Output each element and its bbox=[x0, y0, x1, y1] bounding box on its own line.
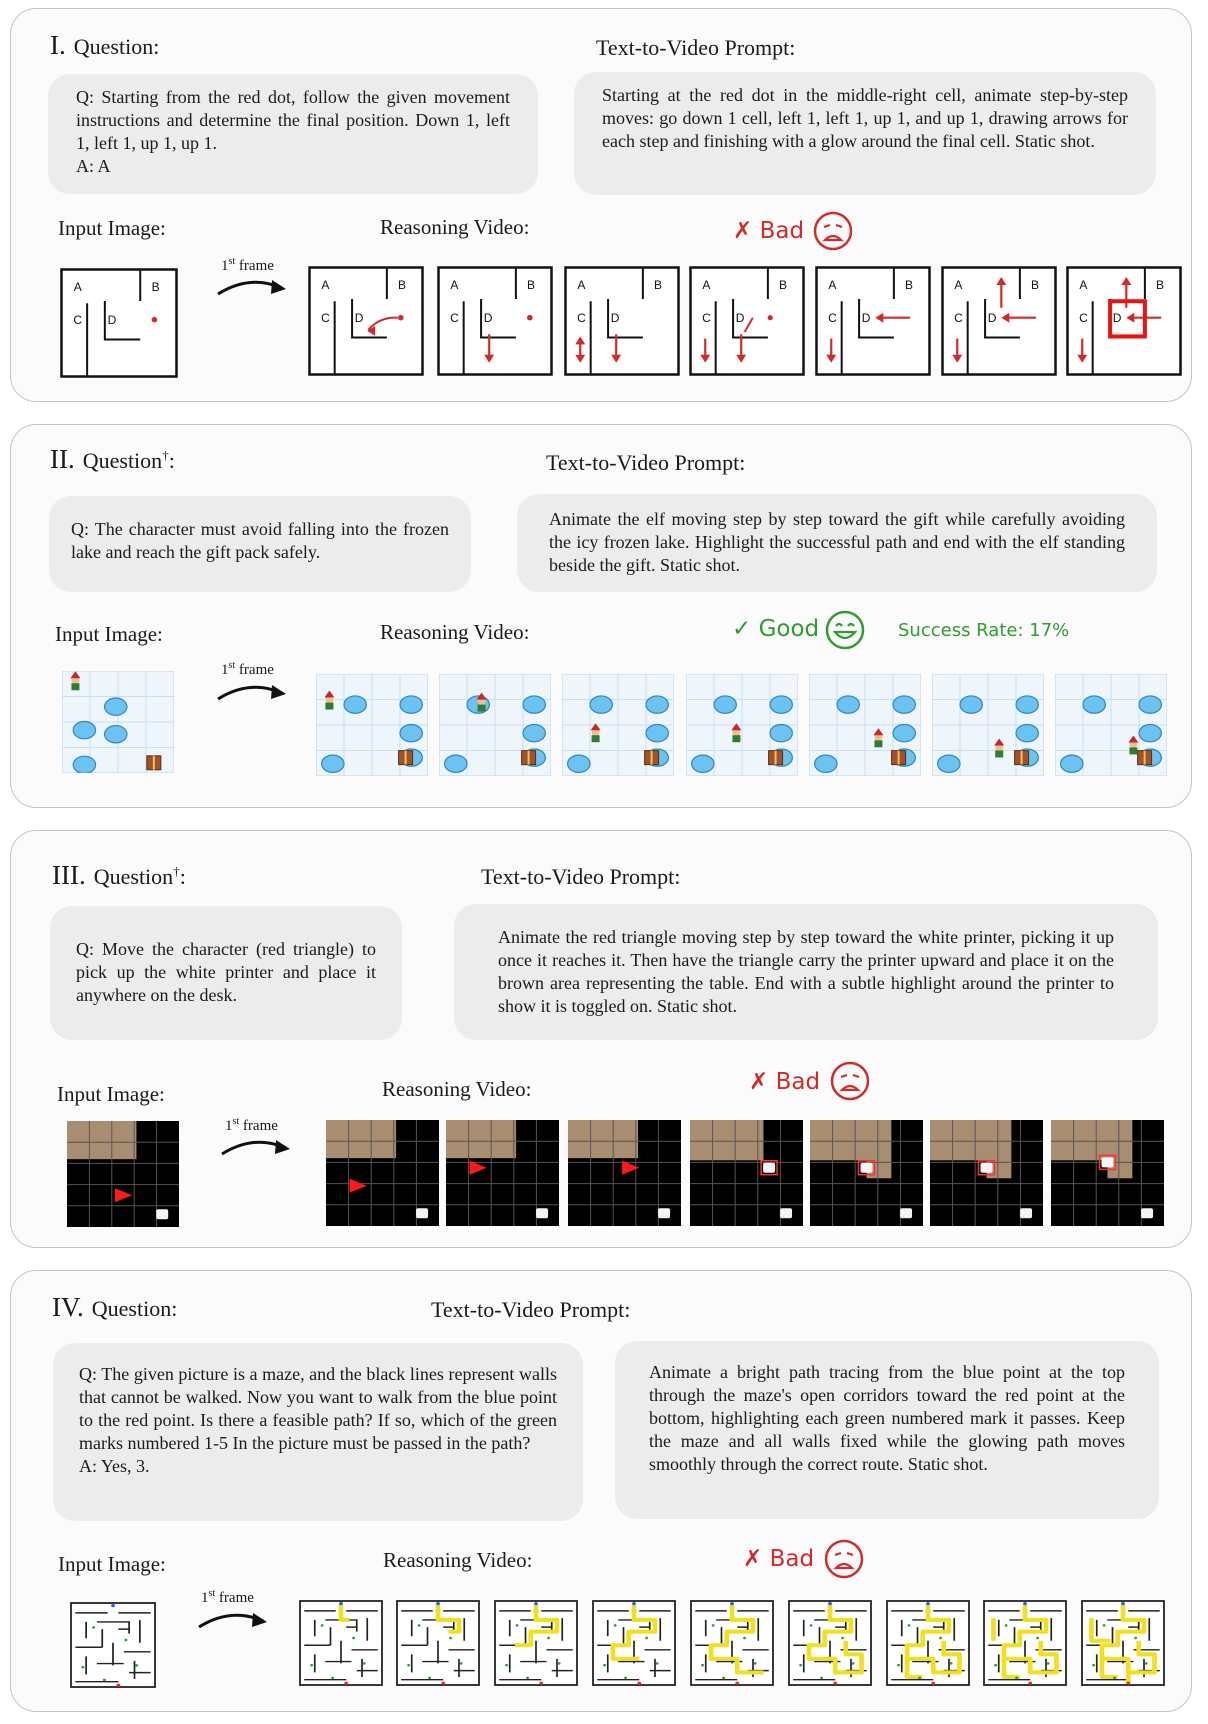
green-mark bbox=[820, 1677, 823, 1680]
grid-label: D bbox=[610, 311, 620, 326]
input-grid-image bbox=[60, 268, 178, 378]
frozen-lake bbox=[1139, 696, 1161, 713]
green-mark bbox=[1145, 1662, 1148, 1665]
panel-4-question-heading: IV. Question: bbox=[52, 1292, 178, 1322]
video-frame-4 bbox=[689, 266, 805, 376]
video-frame-3 bbox=[494, 1600, 578, 1686]
grid-label: C bbox=[577, 311, 586, 326]
green-mark bbox=[418, 1624, 421, 1627]
frozen-lake bbox=[938, 755, 960, 772]
video-frame-1 bbox=[299, 1600, 383, 1686]
panel-1-question-bubble bbox=[48, 74, 538, 194]
printer-icon bbox=[780, 1208, 792, 1218]
red-end-point bbox=[539, 1682, 543, 1685]
grid-label: B bbox=[778, 278, 787, 293]
frozen-lake bbox=[646, 696, 668, 713]
video-frame-6 bbox=[930, 1120, 1043, 1226]
green-mark bbox=[908, 1624, 911, 1627]
input-ice-image bbox=[62, 671, 174, 773]
frozen-lake bbox=[1083, 696, 1105, 713]
input-image-label: Input Image: bbox=[55, 622, 163, 646]
question-text: Q: Starting from the red dot, follow the given movement instructions and determine the final position. Down 1, left 1, left 1, up 1, up 1. bbox=[76, 87, 510, 153]
video-frame-2 bbox=[439, 674, 551, 776]
video-frame-4 bbox=[686, 674, 798, 776]
sad-face-icon bbox=[812, 210, 854, 252]
green-mark bbox=[656, 1662, 659, 1665]
frozen-lake bbox=[568, 755, 590, 772]
blue-start-point bbox=[632, 1602, 636, 1605]
sad-face-icon bbox=[823, 1538, 865, 1580]
red-end-point bbox=[344, 1682, 348, 1685]
grid-label: A bbox=[73, 280, 82, 295]
answer-text: A: A bbox=[76, 156, 111, 176]
desk-area bbox=[67, 1121, 136, 1159]
green-mark bbox=[810, 1624, 813, 1627]
green-mark bbox=[939, 1637, 942, 1640]
grid-label: A bbox=[702, 278, 711, 293]
input-image-label: Input Image: bbox=[57, 1082, 165, 1106]
green-mark bbox=[1047, 1662, 1050, 1665]
green-mark bbox=[1015, 1677, 1018, 1680]
frozen-lake bbox=[73, 721, 95, 738]
green-mark bbox=[799, 1664, 802, 1667]
green-mark bbox=[754, 1662, 757, 1665]
grid-label: D bbox=[735, 311, 745, 326]
grid-label: C bbox=[1079, 311, 1088, 326]
panel-3-question-heading: III. Question†: bbox=[52, 860, 186, 890]
green-mark bbox=[1092, 1664, 1095, 1667]
green-mark bbox=[897, 1664, 900, 1667]
frozen-lake bbox=[445, 755, 467, 772]
red-end-point bbox=[637, 1682, 641, 1685]
grid-label: C bbox=[450, 311, 459, 326]
green-mark bbox=[103, 1679, 106, 1682]
printer-icon bbox=[416, 1208, 428, 1218]
frozen-lake bbox=[105, 698, 127, 715]
input-image-label: Input Image: bbox=[58, 1552, 166, 1576]
green-mark bbox=[526, 1677, 529, 1680]
prompt-text: Starting at the red dot in the middle-right cell, animate step-by-step moves: go down 1 cell, left 1, left 1, up 1, and up 1, drawing arrows for each step and finishing with a glow around the final cell. Static shot. bbox=[602, 85, 1128, 151]
red-dot bbox=[398, 315, 404, 321]
frozen-lake bbox=[1016, 696, 1038, 713]
red-end-point bbox=[116, 1684, 120, 1687]
green-mark bbox=[1103, 1624, 1106, 1627]
blue-start-point bbox=[111, 1604, 115, 1607]
grid-label: D bbox=[861, 311, 871, 326]
video-frame-7 bbox=[1051, 1120, 1164, 1226]
question-text: Q: The character must avoid falling into the frozen lake and reach the gift pack safely. bbox=[71, 519, 449, 562]
reasoning-video-label: Reasoning Video: bbox=[380, 620, 530, 644]
question-text: Q: Move the character (red triangle) to pick up the white printer and place it anywhere on the desk. bbox=[76, 939, 376, 1005]
blue-start-point bbox=[926, 1602, 930, 1605]
green-mark bbox=[994, 1664, 997, 1667]
curved-arrow-icon bbox=[218, 1132, 298, 1158]
panel-1-prompt-bubble bbox=[574, 72, 1156, 195]
input-desk-image bbox=[67, 1121, 179, 1227]
video-frame-2 bbox=[446, 1120, 559, 1226]
green-mark bbox=[701, 1664, 704, 1667]
green-mark bbox=[363, 1662, 366, 1665]
green-mark bbox=[135, 1664, 138, 1667]
blue-start-point bbox=[828, 1602, 832, 1605]
frozen-lake bbox=[960, 696, 982, 713]
green-mark bbox=[558, 1662, 561, 1665]
printer-icon bbox=[900, 1208, 912, 1218]
video-frame-4 bbox=[592, 1600, 676, 1686]
panel-2-question-heading: II. Question†: bbox=[50, 444, 175, 474]
video-frame-5 bbox=[810, 1120, 923, 1226]
panel-3-prompt-heading: Text-to-Video Prompt: bbox=[481, 864, 681, 889]
green-mark bbox=[124, 1639, 127, 1642]
grid-label: B bbox=[904, 278, 913, 293]
grid-label: C bbox=[321, 311, 330, 326]
grid-label: C bbox=[702, 311, 711, 326]
green-mark bbox=[547, 1637, 550, 1640]
grid-label: D bbox=[107, 313, 117, 328]
video-frame-7 bbox=[1066, 266, 1182, 376]
first-frame-label: 1st frame bbox=[221, 660, 274, 678]
frozen-lake bbox=[770, 724, 792, 741]
blue-start-point bbox=[339, 1602, 343, 1605]
grid-label: D bbox=[1112, 311, 1122, 326]
panel-4-prompt-bubble bbox=[615, 1341, 1159, 1519]
green-mark bbox=[1113, 1677, 1116, 1680]
frozen-lake bbox=[770, 696, 792, 713]
video-frame-1 bbox=[316, 674, 428, 776]
prompt-text: Animate the red triangle moving step by step toward the white printer, picking it up once it reaches it. Then have the triangle carry the printer upward and place it on the brown area representing the table. End with a subtle highlight around the printer to show it is toggled on. Static shot. bbox=[498, 927, 1114, 1016]
frozen-lake bbox=[692, 755, 714, 772]
panel-3-prompt-bubble bbox=[454, 904, 1158, 1040]
grid-label: A bbox=[577, 278, 586, 293]
curved-arrow-icon bbox=[214, 677, 294, 703]
frozen-lake bbox=[1139, 724, 1161, 741]
green-mark bbox=[918, 1677, 921, 1680]
grid-label: C bbox=[73, 313, 83, 328]
prompt-text: Animate the elf moving step by step toward the gift while carefully avoiding the icy frozen lake. Highlight the successful path and end with the elf standing beside the gift. Static shot. bbox=[549, 509, 1125, 575]
printer-icon bbox=[981, 1163, 993, 1173]
blue-start-point bbox=[534, 1602, 538, 1605]
red-end-point bbox=[441, 1682, 445, 1685]
green-mark bbox=[841, 1637, 844, 1640]
grid-label: A bbox=[828, 278, 837, 293]
printer-icon bbox=[861, 1163, 873, 1173]
green-mark bbox=[722, 1677, 725, 1680]
video-frame-7 bbox=[886, 1600, 970, 1686]
red-end-point bbox=[1126, 1682, 1130, 1685]
green-mark bbox=[428, 1677, 431, 1680]
panel-2-question-bubble bbox=[49, 496, 471, 592]
input-image-label: Input Image: bbox=[58, 216, 166, 240]
grid-label: B bbox=[151, 280, 160, 295]
video-frame-7 bbox=[1055, 674, 1167, 776]
panel-2-prompt-heading: Text-to-Video Prompt: bbox=[546, 450, 746, 475]
video-frame-5 bbox=[690, 1600, 774, 1686]
grid-label: A bbox=[954, 278, 963, 293]
panel-1-question-heading: I. Question: bbox=[50, 30, 160, 60]
blue-start-point bbox=[730, 1602, 734, 1605]
printer-icon bbox=[658, 1208, 670, 1218]
frozen-lake bbox=[590, 696, 612, 713]
panel-3-question-bubble bbox=[50, 906, 402, 1040]
green-mark bbox=[852, 1662, 855, 1665]
panel-2-prompt-bubble bbox=[517, 494, 1157, 592]
video-frame-1 bbox=[308, 266, 424, 376]
green-mark bbox=[460, 1662, 463, 1665]
frozen-lake bbox=[105, 726, 127, 743]
verdict-bad: ✗ Bad bbox=[733, 218, 805, 244]
blue-start-point bbox=[436, 1602, 440, 1605]
frozen-lake bbox=[400, 696, 422, 713]
red-end-point bbox=[1028, 1682, 1032, 1685]
verdict-bad: ✗ Bad bbox=[743, 1546, 815, 1572]
green-mark bbox=[407, 1664, 410, 1667]
video-frame-6 bbox=[941, 266, 1057, 376]
green-mark bbox=[1134, 1637, 1137, 1640]
grid-label: D bbox=[354, 311, 364, 326]
frozen-lake bbox=[714, 696, 736, 713]
frozen-lake bbox=[400, 724, 422, 741]
frozen-lake bbox=[646, 724, 668, 741]
green-mark bbox=[449, 1637, 452, 1640]
printer-icon bbox=[1141, 1208, 1153, 1218]
desk-area bbox=[690, 1120, 763, 1160]
green-mark bbox=[92, 1626, 95, 1629]
grid-label: B bbox=[1155, 278, 1164, 293]
grid-label: C bbox=[828, 311, 837, 326]
blue-start-point bbox=[1121, 1602, 1125, 1605]
red-end-point bbox=[735, 1682, 739, 1685]
video-frame-3 bbox=[562, 674, 674, 776]
verdict-good: ✓ Good bbox=[732, 616, 820, 642]
frozen-lake bbox=[73, 756, 95, 773]
video-frame-5 bbox=[815, 266, 931, 376]
desk-area bbox=[446, 1120, 516, 1158]
grid-label: B bbox=[1030, 278, 1039, 293]
frozen-lake bbox=[893, 724, 915, 741]
green-mark bbox=[1036, 1637, 1039, 1640]
printer-icon bbox=[763, 1163, 775, 1173]
green-mark bbox=[603, 1664, 606, 1667]
video-frame-4 bbox=[690, 1120, 803, 1226]
video-frame-3 bbox=[564, 266, 680, 376]
success-rate: Success Rate: 17% bbox=[898, 620, 1070, 641]
green-mark bbox=[331, 1677, 334, 1680]
green-mark bbox=[645, 1637, 648, 1640]
grid-label: A bbox=[321, 278, 330, 293]
grid-label: A bbox=[1079, 278, 1088, 293]
printer-icon bbox=[536, 1208, 548, 1218]
frozen-lake bbox=[322, 755, 344, 772]
video-frame-6 bbox=[788, 1600, 872, 1686]
video-frame-1 bbox=[326, 1120, 439, 1226]
green-mark bbox=[352, 1637, 355, 1640]
input-maze-image bbox=[70, 1602, 156, 1688]
green-mark bbox=[950, 1662, 953, 1665]
green-mark bbox=[1005, 1624, 1008, 1627]
grid-label: B bbox=[653, 278, 662, 293]
first-frame-label: 1st frame bbox=[221, 256, 274, 274]
curved-arrow-icon bbox=[214, 272, 294, 298]
blue-start-point bbox=[1023, 1602, 1027, 1605]
curved-arrow-icon bbox=[195, 1605, 275, 1631]
frozen-lake bbox=[523, 724, 545, 741]
printer-icon bbox=[1020, 1208, 1032, 1218]
green-mark bbox=[624, 1677, 627, 1680]
video-frame-6 bbox=[932, 674, 1044, 776]
grid-label: B bbox=[397, 278, 406, 293]
green-mark bbox=[81, 1666, 84, 1669]
reasoning-video-label: Reasoning Video: bbox=[383, 1548, 533, 1572]
video-frame-8 bbox=[983, 1600, 1067, 1686]
green-mark bbox=[712, 1624, 715, 1627]
red-dot bbox=[527, 315, 533, 321]
answer-text: A: Yes, 3. bbox=[79, 1456, 150, 1476]
green-mark bbox=[505, 1664, 508, 1667]
grid-label: C bbox=[954, 311, 963, 326]
sad-face-icon bbox=[829, 1060, 871, 1102]
frozen-lake bbox=[893, 696, 915, 713]
frozen-lake bbox=[1016, 724, 1038, 741]
first-frame-label: 1st frame bbox=[201, 1588, 254, 1606]
reasoning-video-label: Reasoning Video: bbox=[380, 215, 530, 239]
video-frame-3 bbox=[568, 1120, 681, 1226]
video-frame-5 bbox=[809, 674, 921, 776]
grid-label: D bbox=[987, 311, 997, 326]
desk-area bbox=[568, 1120, 638, 1158]
green-mark bbox=[614, 1624, 617, 1627]
video-frame-2 bbox=[396, 1600, 480, 1686]
video-frame-2 bbox=[437, 266, 553, 376]
frozen-lake bbox=[523, 696, 545, 713]
panel-4-prompt-heading: Text-to-Video Prompt: bbox=[431, 1297, 631, 1322]
happy-face-icon bbox=[824, 609, 866, 651]
verdict-bad: ✗ Bad bbox=[749, 1069, 821, 1095]
question-text: Q: The given picture is a maze, and the black lines represent walls that cannot be walked. Now you want to walk from the blue point to the red point. Is there a feasible path? If so, which of the green marks numbered 1-5 In the picture must be passed in the path? bbox=[79, 1364, 557, 1453]
first-frame-label: 1st frame bbox=[225, 1116, 278, 1134]
prompt-text: Animate a bright path tracing from the blue point at the top through the maze's open corridors toward the red point at the bottom, highlighting each green numbered mark it passes. Keep the maze and all walls fixed while the glowing path moves smoothly through the correct route. Static shot. bbox=[649, 1362, 1125, 1474]
printer-icon bbox=[156, 1209, 168, 1219]
red-end-point bbox=[833, 1682, 837, 1685]
grid-label: A bbox=[450, 278, 459, 293]
desk-area bbox=[326, 1120, 396, 1158]
video-frame-9 bbox=[1081, 1600, 1165, 1686]
red-end-point bbox=[931, 1682, 935, 1685]
green-mark bbox=[321, 1624, 324, 1627]
grid-label: B bbox=[526, 278, 535, 293]
frozen-lake bbox=[815, 755, 837, 772]
reasoning-video-label: Reasoning Video: bbox=[382, 1077, 532, 1101]
green-mark bbox=[743, 1637, 746, 1640]
green-mark bbox=[310, 1664, 313, 1667]
panel-1-prompt-heading: Text-to-Video Prompt: bbox=[596, 35, 796, 60]
panel-4-question-bubble bbox=[53, 1343, 583, 1521]
green-mark bbox=[516, 1624, 519, 1627]
grid-label: D bbox=[483, 311, 493, 326]
frozen-lake bbox=[837, 696, 859, 713]
printer-icon bbox=[1102, 1157, 1114, 1167]
frozen-lake bbox=[1061, 755, 1083, 772]
red-dot bbox=[152, 317, 158, 323]
frozen-lake bbox=[344, 696, 366, 713]
